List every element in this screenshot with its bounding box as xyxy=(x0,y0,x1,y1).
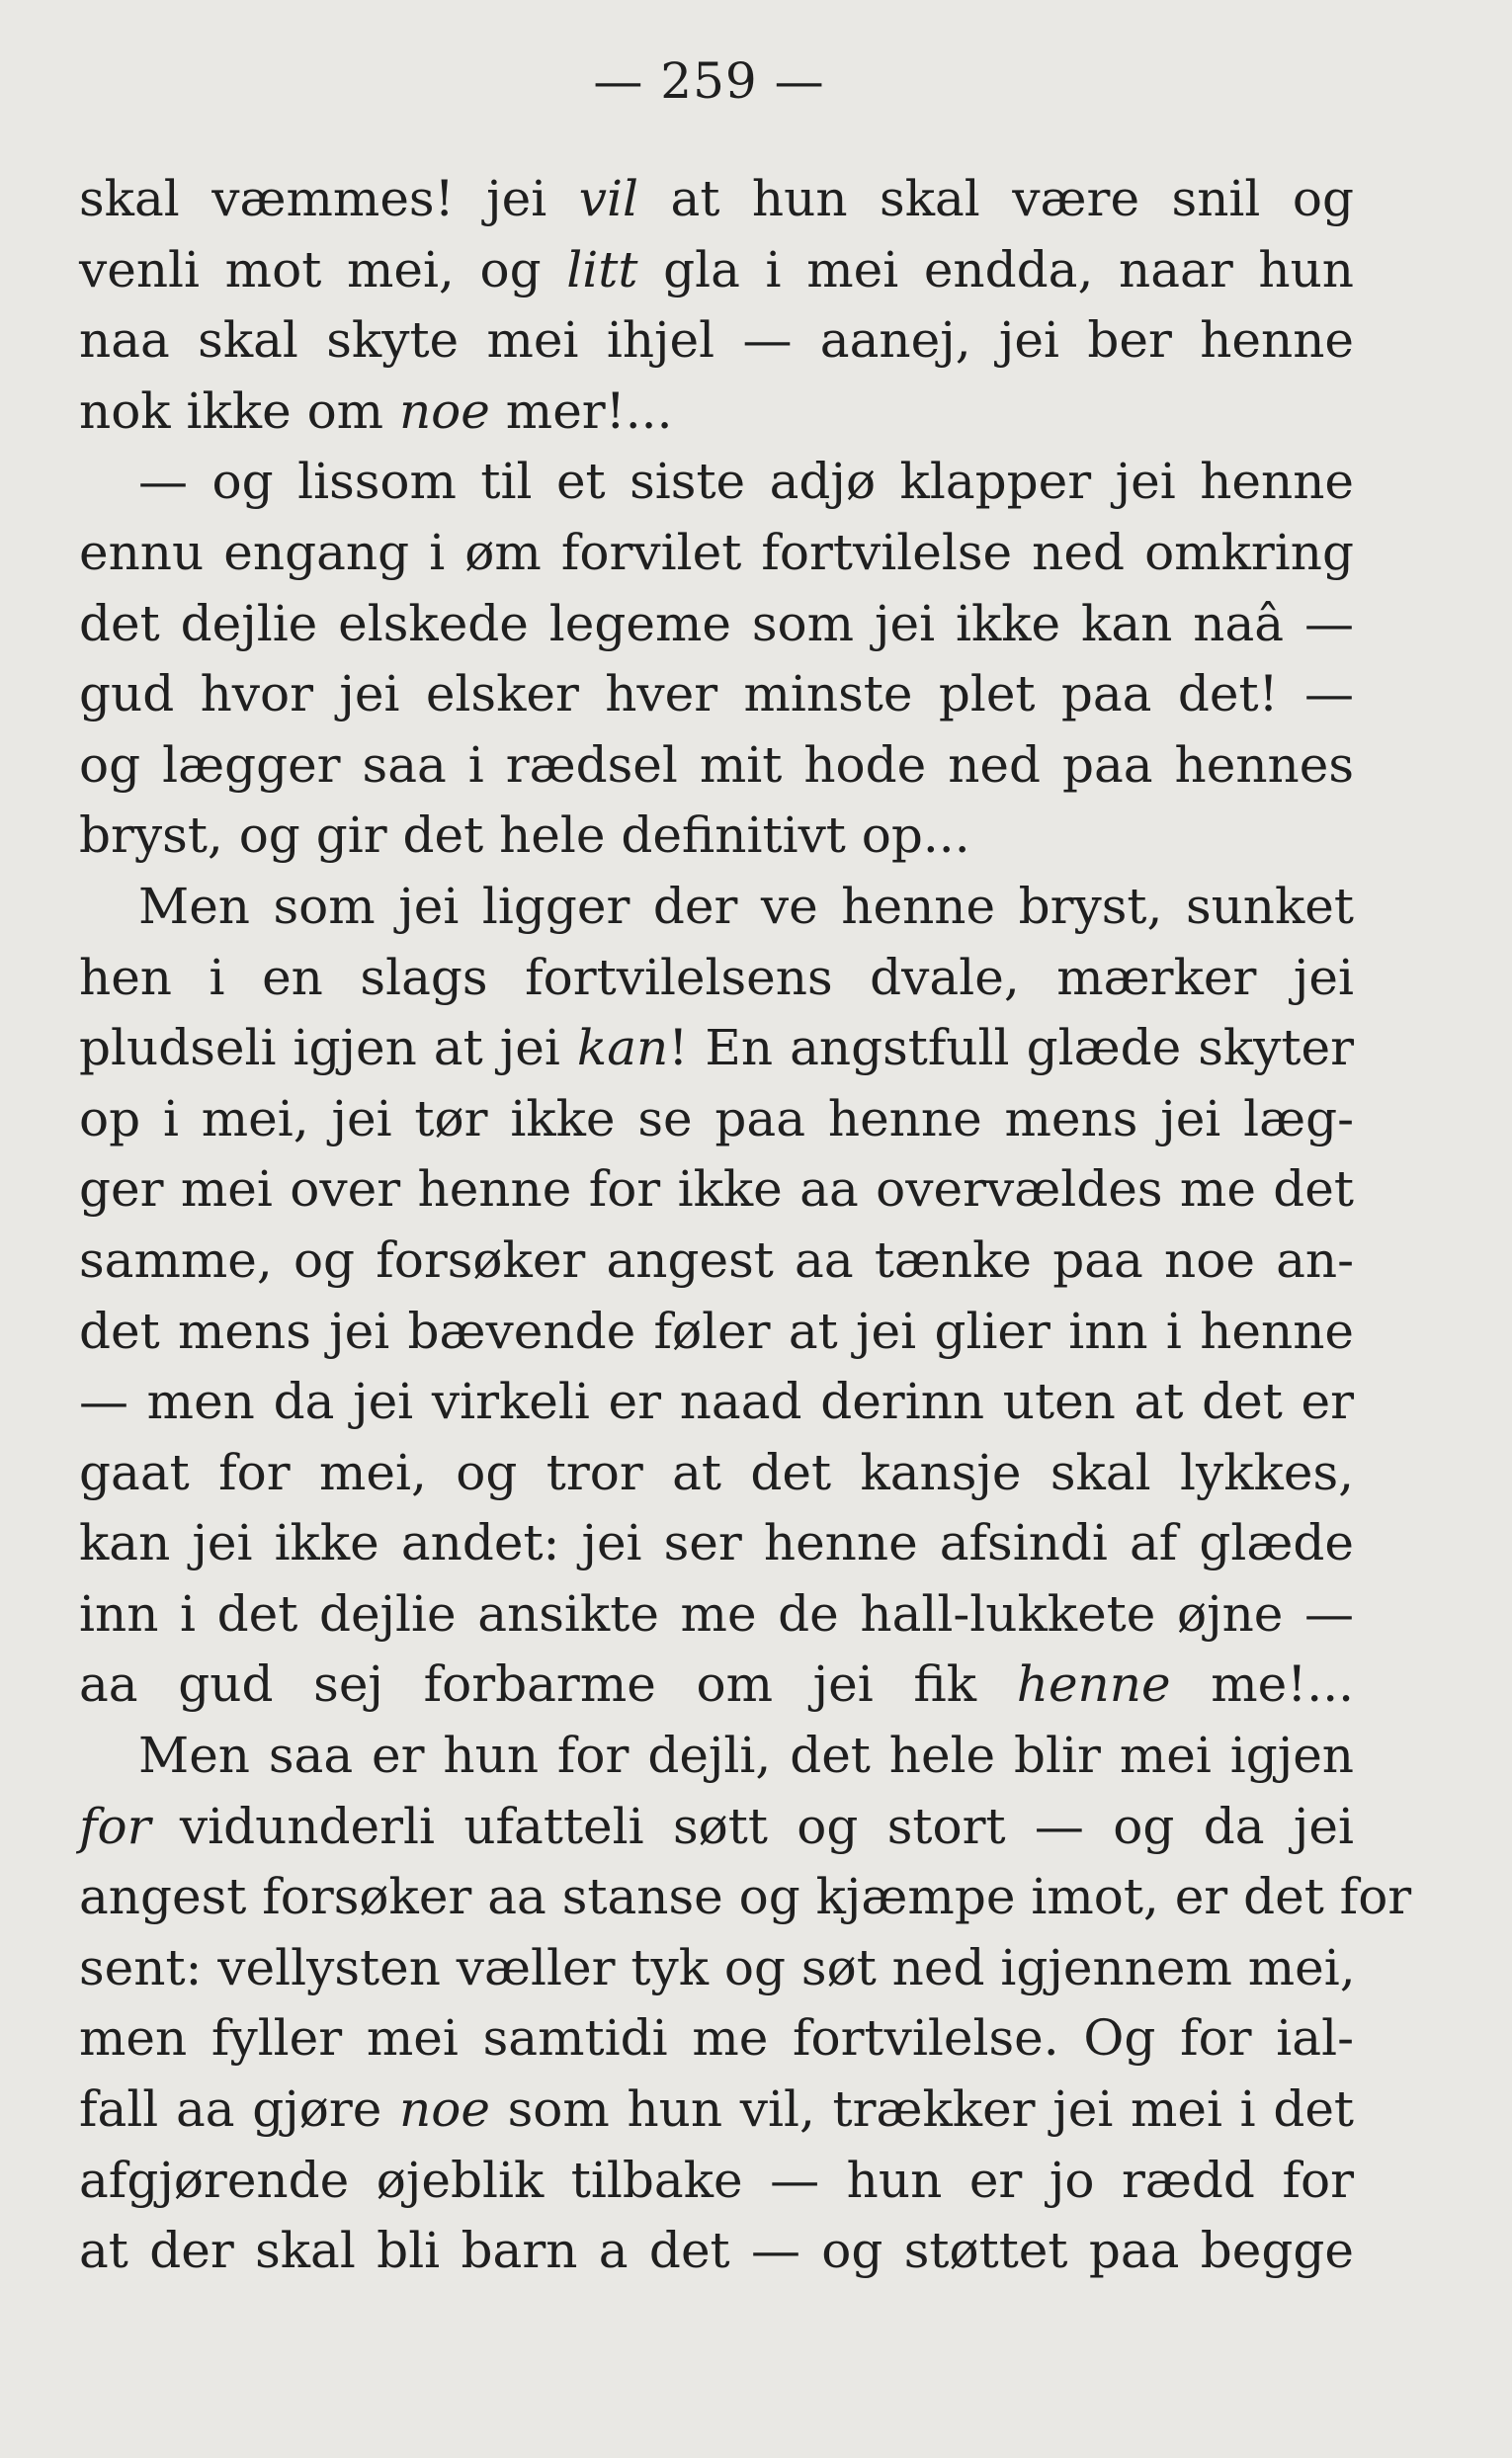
italic-text: litt xyxy=(566,240,638,298)
text-segment: afgjørende øjeblik tilbake — hun er jo rædd for xyxy=(79,2151,1354,2209)
text-segment: ger mei over henne for ikke aa overvældes me det xyxy=(79,1160,1354,1219)
text-line xyxy=(79,447,1354,518)
text-segment: skal væmmes! jei xyxy=(79,170,579,227)
text-line xyxy=(79,801,1354,872)
text-segment: — men da jei virkeli er naad derinn uten at det er xyxy=(79,1373,1354,1431)
text-line xyxy=(79,1154,1354,1226)
text-segment: me!... xyxy=(1170,1655,1354,1714)
text-segment: hen i en slags fortvilelsens dvale, mærker jei xyxy=(79,948,1354,1006)
text-line xyxy=(79,2216,1354,2287)
text-segment: pludseli igjen at jei xyxy=(79,1019,577,1077)
text-line xyxy=(79,1084,1354,1155)
text-segment: nok ikke om xyxy=(79,381,399,440)
text-line xyxy=(79,1650,1354,1721)
text-segment: venli mot mei, og xyxy=(79,240,567,298)
text-segment: mer!... xyxy=(489,381,673,440)
text-segment: gaat for mei, og tror at det kansje skal lykkes, xyxy=(79,1443,1354,1501)
text-line xyxy=(79,1297,1354,1368)
text-segment: kan jei ikke andet: jei ser henne afsindi af glæde xyxy=(79,1514,1354,1572)
text-segment: gud hvor jei elsker hver minste plet paa det! — xyxy=(79,665,1354,723)
page-number: — 259 — xyxy=(593,52,825,110)
text-line xyxy=(79,305,1354,377)
text-segment: angest forsøker aa stanse og kjæmpe imot, er det for xyxy=(79,1868,1412,1926)
text-segment: vidunderli ufatteli søtt og stort — og da jei xyxy=(150,1797,1354,1855)
text-line xyxy=(79,1721,1354,1792)
text-segment: sent: vellysten væller tyk og søt ned igjennem mei, xyxy=(79,1938,1356,1996)
text-segment: samme, og forsøker angest aa tænke paa noe an- xyxy=(79,1230,1354,1289)
italic-text: noe xyxy=(399,2080,490,2139)
text-segment: at hun skal være snil og xyxy=(638,170,1354,227)
text-line xyxy=(79,2146,1354,2217)
text-line xyxy=(79,1226,1354,1297)
text-segment: og lægger saa i rædsel mit hode ned paa hennes xyxy=(79,735,1354,794)
italic-text: for xyxy=(79,1797,151,1855)
text-segment: naa skal skyte mei ihjel — aanej, jei ber henne xyxy=(79,311,1354,370)
text-line xyxy=(79,164,1354,235)
italic-text: noe xyxy=(398,381,490,440)
text-line xyxy=(79,1013,1354,1084)
text-segment: inn i det dejlie ansikte me de hall-lukkete øjne — xyxy=(79,1584,1354,1643)
text-line xyxy=(79,659,1354,730)
text-segment: bryst, og gir det hele definitivt op... xyxy=(79,806,970,865)
text-line xyxy=(79,518,1354,589)
text-segment: Men som jei ligger der ve henne bryst, sunket xyxy=(138,877,1354,935)
text-line xyxy=(79,1579,1354,1651)
italic-text: kan xyxy=(576,1019,669,1077)
text-line xyxy=(79,1933,1354,2004)
text-line xyxy=(79,872,1354,943)
text-line xyxy=(79,235,1354,306)
text-line xyxy=(79,730,1354,802)
text-segment: som hun vil, trækker jei mei i det xyxy=(489,2080,1355,2139)
text-segment: gla i mei endda, naar hun xyxy=(637,240,1354,298)
text-line xyxy=(79,2075,1354,2146)
italic-text: vil xyxy=(578,170,639,227)
text-segment: ennu engang i øm forvilet fortvilelse ned omkring xyxy=(79,523,1354,581)
text-segment: men fyller mei samtidi me fortvilelse. Og for ial- xyxy=(79,2009,1354,2068)
text-line xyxy=(79,2003,1354,2075)
text-line xyxy=(79,377,1354,448)
text-segment: Men saa er hun for dejli, det hele blir mei igjen xyxy=(138,1727,1354,1785)
text-segment: — og lissom til et siste adjø klapper jei henne xyxy=(138,453,1354,511)
text-line xyxy=(79,1862,1412,1933)
body-text xyxy=(79,164,1412,2287)
text-segment: at der skal bli barn a det — og støttet paa begge xyxy=(79,2222,1354,2280)
text-segment: ! En angstfull glæde skyter xyxy=(668,1019,1354,1077)
text-segment: aa gud sej forbarme om jei fik xyxy=(79,1655,1017,1714)
text-segment: op i mei, jei tør ikke se paa henne mens jei læg- xyxy=(79,1089,1354,1147)
text-segment: det dejlie elskede legeme som jei ikke kan naâ — xyxy=(79,594,1354,652)
text-line xyxy=(79,1508,1354,1579)
italic-text: henne xyxy=(1016,1655,1171,1714)
text-line xyxy=(79,1438,1354,1509)
text-line xyxy=(79,943,1354,1014)
text-line xyxy=(79,1792,1354,1863)
text-segment: det mens jei bævende føler at jei glier inn i henne xyxy=(79,1302,1354,1360)
text-line xyxy=(79,1367,1354,1438)
text-segment: fall aa gjøre xyxy=(79,2080,400,2139)
text-line xyxy=(79,589,1354,660)
